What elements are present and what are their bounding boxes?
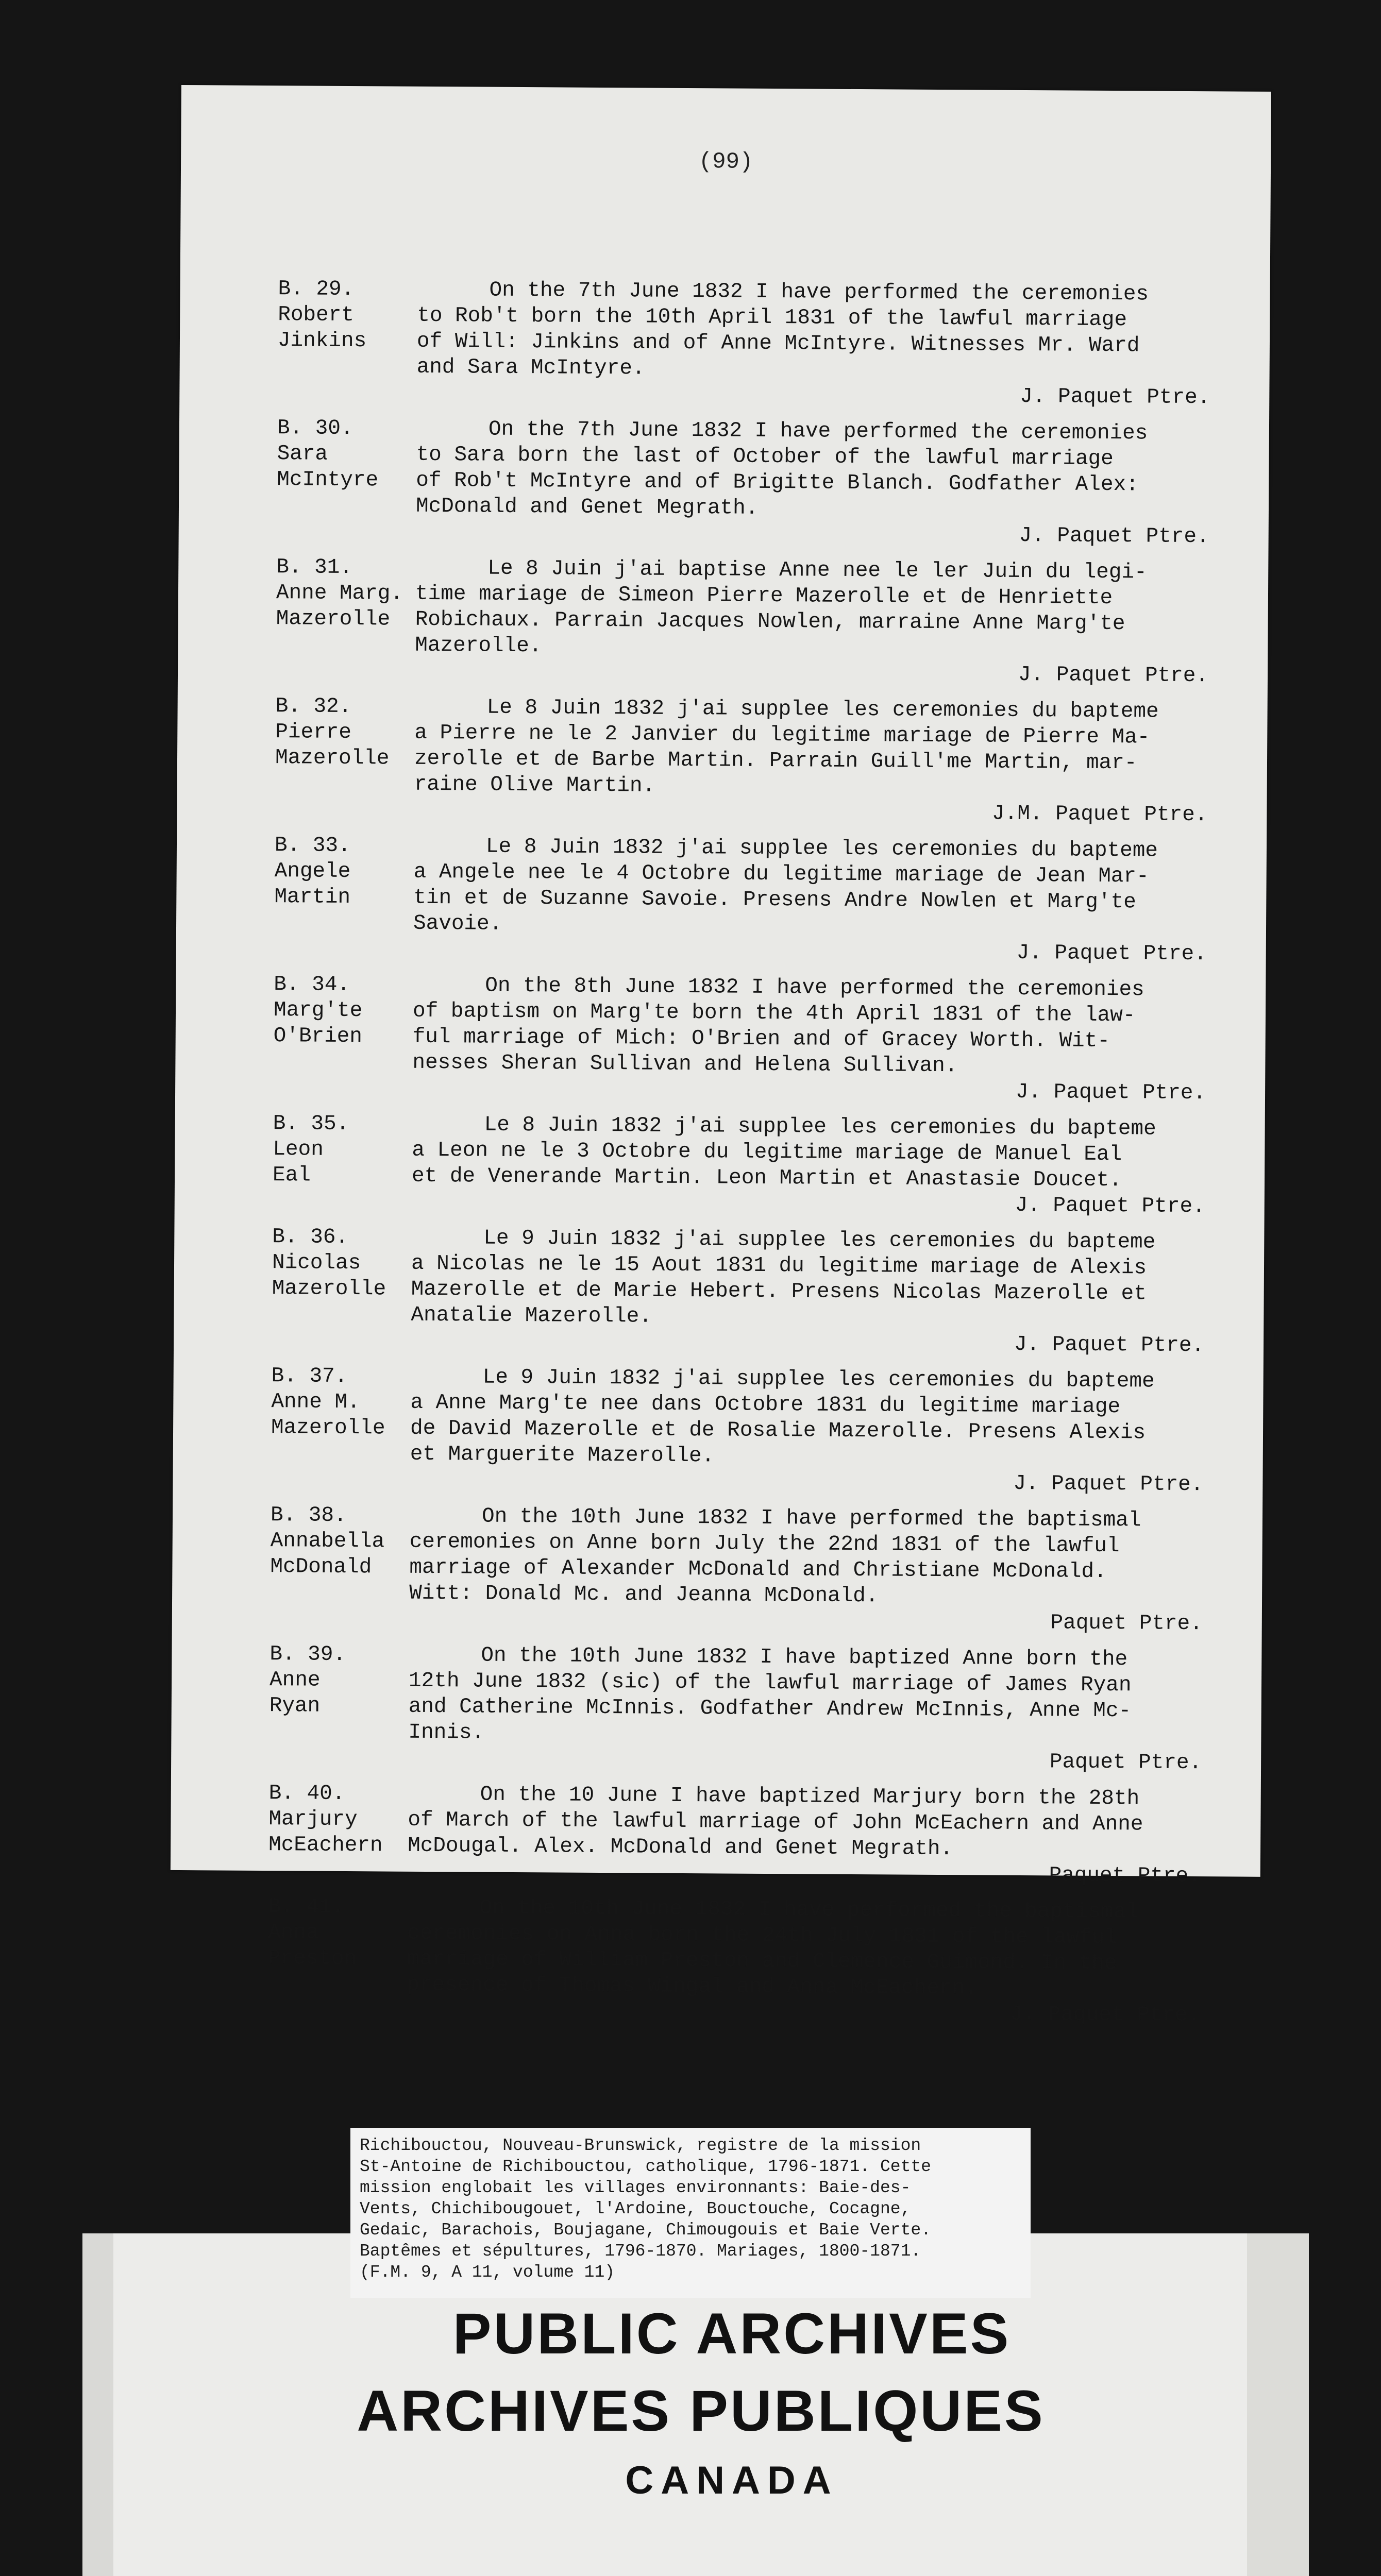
entry-body — [413, 834, 1228, 968]
baptism-entries — [267, 276, 1232, 2039]
archive-caption-label: Richibouctou, Nouveau-Brunswick, registre de la mission St-Antoine de Richibouctou, catholique, 1796-1871. Cette mission englobait les villages environnants: Baie-des- Vents, Chichibougouet, l'Ardoine, Bouctouche, Cocagne, Gedaic, Barachois, Boujagane, Chimougouis et Baie Verte. Baptêmes et sépultures, 1796-1870. Mariages, 1800-1871. (F.M. 9, A 11, volume 11) — [350, 2128, 1031, 2298]
entry-text: On the 10th June 1832 I have baptized Anne born the 12th June 1832 (sic) of the lawful marriage of James Ryan and Catherine McInnis. Godfather Andrew McInnis, Anne Mc- Innis. — [408, 1643, 1132, 1745]
entry-margin — [274, 833, 414, 962]
entry-margin — [268, 1781, 408, 1885]
entry-person-name: Leon Eal — [272, 1138, 324, 1188]
entry-margin — [276, 554, 416, 684]
entry-person-name: Marjury McEachern — [268, 1807, 383, 1858]
register-page — [171, 85, 1271, 2028]
entry-body — [407, 1895, 1221, 2029]
entry-body — [414, 694, 1228, 828]
entry-number: B. 37. — [271, 1364, 348, 1389]
entry-signature: J. Paquet Ptre. — [1013, 1471, 1204, 1497]
entry-margin — [273, 972, 413, 1101]
entry-text: Le 8 Juin 1832 j'ai supplee les ceremonies du bapteme a Pierre ne le 2 Janvier du legitime mariage de Pierre Ma- zerolle et de Barbe Martin. Parrain Guill'me Martin, mar- raine Olive Martin. — [414, 696, 1159, 798]
entry-text: On the 10th June 1832 I have performed the baptismal ceremonies on Anna born the 24th July 1831 of the lawful marriage of William Preston and Clemence Guimond. In the presence of Thomas Wingal and Anna McEachern. — [407, 1896, 1139, 2001]
entry-signature: J. Paquet Ptre. — [1016, 941, 1207, 967]
entry-margin — [277, 415, 417, 545]
register-entry — [276, 554, 1230, 689]
entry-signature: J. Paquet Ptre. — [1020, 384, 1210, 410]
entry-number: B. 35. — [273, 1112, 349, 1137]
stamp-line-archives-publiques: ARCHIVES PUBLIQUES — [357, 2379, 1045, 2443]
stamp-line-public-archives: PUBLIC ARCHIVES — [452, 2301, 1011, 2366]
archives-stamp — [357, 2295, 1092, 2512]
entry-number: B. 31. — [276, 555, 353, 580]
entry-text: On the 8th June 1832 I have performed the ceremonies of baptism on Marg'te born the 4th April 1831 of the law- ful marriage of Mich: O'Brien and of Gracey Worth. Wit- nesses Sheran Sullivan and Helena Sullivan. — [412, 974, 1144, 1078]
register-entry — [273, 972, 1227, 1106]
entry-margin — [277, 276, 417, 406]
entry-text: Le 8 Juin 1832 j'ai supplee les ceremonies du bapteme a Angele nee le 4 Octobre du legitime mariage de Jean Mar- tin et de Suzanne Savoie. Presens Andre Nowlen et Marg'te Savoie. — [413, 835, 1158, 936]
entry-signature: Paquet Ptre. — [1050, 1611, 1203, 1636]
entry-person-name: Anne Ryan — [269, 1668, 321, 1718]
register-entry — [277, 415, 1231, 550]
entry-signature: J. Paquet Ptre. — [1015, 1080, 1206, 1106]
entry-person-name: Robert Jinkins — [277, 303, 367, 353]
entry-body — [416, 277, 1231, 411]
register-entry — [274, 833, 1228, 967]
entry-number: B. 29. — [278, 277, 355, 302]
entry-body — [408, 1642, 1223, 1776]
entry-number: B. 39. — [270, 1642, 346, 1667]
entry-person-name: Sara McIntyre — [277, 442, 379, 493]
entry-body — [412, 1112, 1226, 1220]
entry-signature: J. Paquet Ptre. — [1018, 663, 1209, 688]
entry-margin — [272, 1224, 412, 1354]
entry-number: B. 34. — [274, 973, 350, 997]
entry-text: On the 10th June 1832 I have performed the baptismal ceremonies on Anne born July the 22nd 1831 of the lawful marriage of Alexander McDonald and Christiane McDonald. Witt: Donald Mc. and Jeanna McDonald. — [409, 1504, 1141, 1608]
entry-person-name: Anne M. Mazerolle — [271, 1390, 385, 1440]
entry-signature: Paquet Ptre. — [1049, 1750, 1202, 1775]
entry-margin — [267, 1894, 408, 2024]
entry-signature: J. Paquet Ptre. — [1014, 1332, 1205, 1358]
entry-body — [411, 1225, 1225, 1359]
page-number: (99) — [698, 149, 753, 175]
stamp-line-canada: CANADA — [625, 2459, 838, 2502]
entry-margin — [271, 1363, 411, 1493]
register-entry — [271, 1363, 1224, 1498]
entry-number: B. 40. — [268, 1782, 345, 1806]
entry-margin — [275, 693, 415, 823]
register-entry — [277, 276, 1231, 411]
entry-text: On the 7th June 1832 I have performed the ceremonies to Rob't born the 10th April 1831 of the lawful marriage of Will: Jinkins and of Anne McIntyre. Witnesses Mr. Ward and Sara McIntyre. — [416, 278, 1149, 381]
entry-person-name: Pierre Mazerolle — [275, 720, 390, 771]
entry-number: B. 41. — [268, 1895, 345, 1919]
register-entry — [272, 1224, 1225, 1359]
entry-body — [410, 1364, 1224, 1498]
entry-body — [409, 1503, 1224, 1637]
register-entry — [275, 693, 1228, 828]
entry-number: B. 32. — [275, 694, 352, 719]
entry-text: Le 9 Juin 1832 j'ai supplee les ceremonies du bapteme a Nicolas ne le 15 Aout 1831 du legitime mariage de Alexis Mazerolle et de Marie Hebert. Presens Nicolas Mazerolle et Anatalie Mazerolle. — [411, 1226, 1156, 1329]
entry-person-name: Marg'te O'Brien — [273, 998, 363, 1049]
entry-signature: J.M. Paquet Ptre. — [991, 802, 1208, 827]
entry-margin — [270, 1502, 410, 1632]
entry-signature: J. Paquet Ptre. — [1015, 1193, 1205, 1219]
entry-number: B. 38. — [270, 1503, 347, 1528]
entry-signature: J. Paquet Ptre. — [1019, 523, 1209, 549]
entry-text: On the 7th June 1832 I have performed the ceremonies to Sara born the last of October of the lawful marriage of Rob't McIntyre and of Brigitte Blanch. Godfather Alex: McDonald and Genet Megrath. — [415, 417, 1148, 520]
entry-text: Le 8 Juin j'ai baptise Anne nee le ler Juin du legi- time mariage de Simeon Pierre Mazerolle et de Henriette Robichaux. Parrain Jacques Nowlen, marraine Anne Marg'te Mazerolle. — [415, 556, 1147, 658]
entry-margin — [273, 1111, 412, 1215]
entry-text: On the 10 June I have baptized Marjury born the 28th of March of the lawful marriage of John McEachern and Anne McDougal. Alex. McDonald and Genet Megrath. — [407, 1783, 1143, 1861]
register-entry — [269, 1641, 1223, 1776]
entry-person-name: Anne Marg. Mazerolle — [276, 581, 403, 632]
entry-text: Le 9 Juin 1832 j'ai supplee les ceremonies du bapteme a Anne Marg'te nee dans Octobre 1831 du legitime mariage de David Mazerolle et de Rosalie Mazerolle. Presens Alexis et Marguerite Mazerolle. — [410, 1365, 1155, 1468]
entry-person-name: Anna Preston — [267, 1921, 357, 1971]
entry-body — [408, 1782, 1222, 1890]
entry-person-name: Nicolas Mazerolle — [272, 1251, 386, 1301]
entry-text: Le 8 Juin 1832 j'ai supplee les ceremonies du bapteme a Leon ne le 3 Octobre du legitime mariage de Manuel Eal et de Venerande Martin. Leon Martin et Anastasie Doucet. — [411, 1113, 1156, 1193]
entry-number: B. 36. — [272, 1225, 349, 1250]
entry-signature: J. Paquet Ptre. — [1009, 2002, 1201, 2028]
register-entry — [273, 1111, 1226, 1219]
register-entry — [270, 1502, 1224, 1637]
register-entry — [268, 1781, 1222, 1889]
entry-person-name: Angele Martin — [274, 859, 351, 910]
entry-body — [412, 973, 1227, 1107]
register-entry — [267, 1894, 1221, 2028]
entry-body — [416, 416, 1231, 550]
entry-person-name: Annabella McDonald — [270, 1529, 385, 1580]
entry-body — [415, 555, 1230, 689]
entry-margin — [269, 1641, 409, 1771]
entry-number: B. 30. — [277, 416, 353, 441]
entry-signature: Paquet Ptre. — [1049, 1863, 1201, 1889]
entry-number: B. 33. — [274, 834, 351, 858]
